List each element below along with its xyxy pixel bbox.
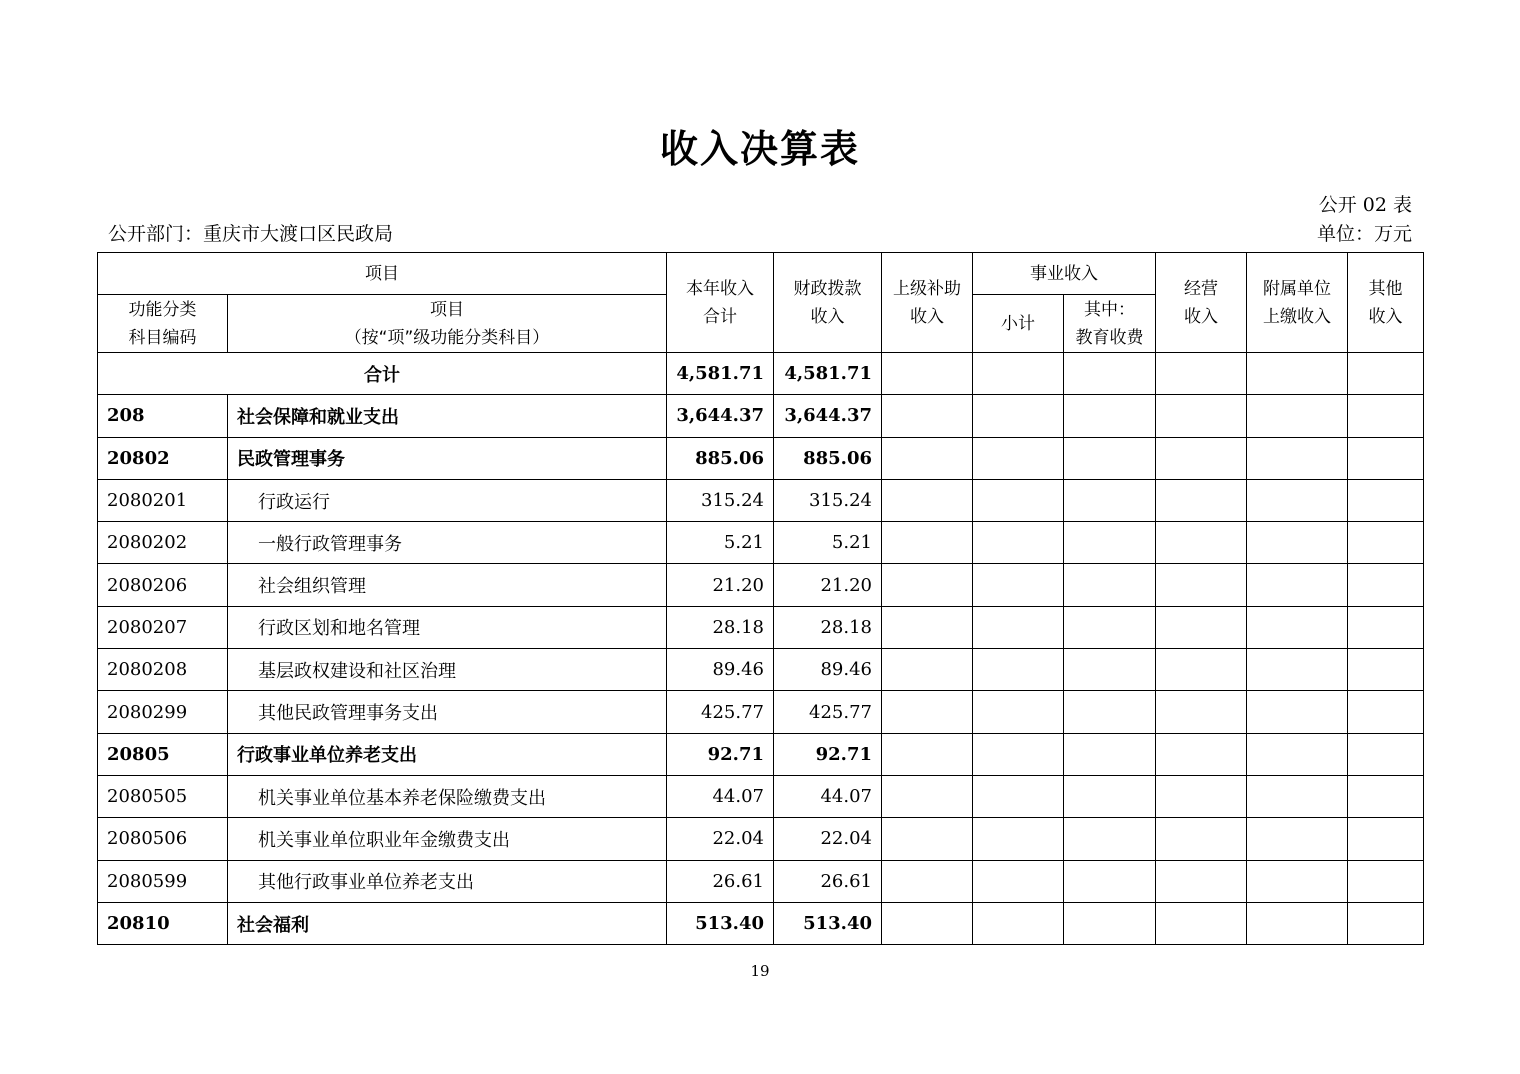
total-row [98, 353, 1424, 395]
empty-cell [973, 606, 1064, 648]
table-row [98, 691, 1424, 733]
header-superior: 上级补助 收入 [882, 253, 973, 353]
table-row [98, 395, 1424, 437]
header-subtotal: 小计 [973, 295, 1064, 353]
row-total-income: 28.18 [667, 606, 774, 648]
empty-cell [1247, 691, 1348, 733]
total-label: 合计 [98, 353, 667, 395]
empty-cell [882, 395, 973, 437]
empty-cell [1064, 437, 1156, 479]
row-total-income: 3,644.37 [667, 395, 774, 437]
empty-cell [1348, 775, 1424, 817]
total-fiscal-value: 4,581.71 [774, 353, 882, 395]
row-total-income: 513.40 [667, 902, 774, 944]
header-total-income: 本年收入 合计 [667, 253, 774, 353]
empty-cell [1064, 860, 1156, 902]
row-name: 社会组织管理 [228, 564, 667, 606]
empty-cell [973, 522, 1064, 564]
empty-cell [1247, 775, 1348, 817]
empty-cell [1247, 522, 1348, 564]
empty-cell [1156, 522, 1247, 564]
row-name: 民政管理事务 [228, 437, 667, 479]
empty-cell [1247, 564, 1348, 606]
empty-cell [1348, 479, 1424, 521]
row-fiscal: 26.61 [774, 860, 882, 902]
row-name: 社会保障和就业支出 [228, 395, 667, 437]
empty-cell [973, 479, 1064, 521]
row-name: 基层政权建设和社区治理 [228, 649, 667, 691]
empty-cell [882, 649, 973, 691]
empty-cell [882, 902, 973, 944]
header-affiliated: 附属单位 上缴收入 [1247, 253, 1348, 353]
empty-cell [882, 606, 973, 648]
empty-cell [1348, 522, 1424, 564]
empty-cell [1348, 649, 1424, 691]
table-row [98, 522, 1424, 564]
table-row [98, 902, 1424, 944]
empty-cell [882, 479, 973, 521]
empty-cell [882, 691, 973, 733]
empty-cell [973, 437, 1064, 479]
empty-cell [1247, 733, 1348, 775]
empty-cell [1247, 860, 1348, 902]
row-code: 2080506 [98, 818, 228, 860]
table-row [98, 775, 1424, 817]
row-code: 20810 [98, 902, 228, 944]
header-func-code: 功能分类 科目编码 [98, 295, 228, 353]
row-name: 机关事业单位职业年金缴费支出 [228, 818, 667, 860]
row-total-income: 425.77 [667, 691, 774, 733]
empty-cell [1064, 775, 1156, 817]
department-label: 公开部门：重庆市大渡口区民政局 [108, 223, 394, 245]
empty-cell [882, 564, 973, 606]
empty-cell [973, 860, 1064, 902]
row-fiscal: 885.06 [774, 437, 882, 479]
empty-cell [1064, 522, 1156, 564]
empty-cell [1247, 818, 1348, 860]
empty-cell [1156, 902, 1247, 944]
header-item: 项目 （按“项”级功能分类科目） [228, 295, 667, 353]
header-project: 项目 [98, 253, 667, 295]
row-fiscal: 513.40 [774, 902, 882, 944]
row-name: 其他民政管理事务支出 [228, 691, 667, 733]
header-other: 其他 收入 [1348, 253, 1424, 353]
empty-cell [1348, 860, 1424, 902]
table-row [98, 479, 1424, 521]
row-fiscal: 89.46 [774, 649, 882, 691]
row-fiscal: 315.24 [774, 479, 882, 521]
empty-cell [882, 437, 973, 479]
empty-cell [1156, 818, 1247, 860]
row-total-income: 89.46 [667, 649, 774, 691]
row-total-income: 22.04 [667, 818, 774, 860]
empty-cell [973, 395, 1064, 437]
empty-cell [1064, 564, 1156, 606]
header-business: 经营 收入 [1156, 253, 1247, 353]
empty-cell [1348, 564, 1424, 606]
empty-cell [1064, 649, 1156, 691]
empty-cell [1348, 691, 1424, 733]
empty-cell [973, 649, 1064, 691]
row-code: 2080206 [98, 564, 228, 606]
row-total-income: 21.20 [667, 564, 774, 606]
table-row [98, 437, 1424, 479]
empty-cell [1247, 479, 1348, 521]
row-name: 行政运行 [228, 479, 667, 521]
empty-cell [1348, 437, 1424, 479]
page-title: 收入决算表 [659, 127, 860, 171]
row-total-income: 92.71 [667, 733, 774, 775]
table-row [98, 649, 1424, 691]
page-number: 19 [750, 962, 770, 980]
row-fiscal: 28.18 [774, 606, 882, 648]
row-fiscal: 92.71 [774, 733, 882, 775]
empty-cell [1156, 649, 1247, 691]
row-name: 社会福利 [228, 902, 667, 944]
empty-cell [1156, 395, 1247, 437]
empty-cell [1064, 606, 1156, 648]
table-row [98, 860, 1424, 902]
row-code: 2080201 [98, 479, 228, 521]
row-code: 2080505 [98, 775, 228, 817]
row-total-income: 885.06 [667, 437, 774, 479]
empty-cell [1348, 902, 1424, 944]
row-fiscal: 3,644.37 [774, 395, 882, 437]
empty-cell [1156, 606, 1247, 648]
empty-cell [973, 564, 1064, 606]
header-edu-fee: 其中： 教育收费 [1064, 295, 1156, 353]
row-total-income: 44.07 [667, 775, 774, 817]
row-total-income: 26.61 [667, 860, 774, 902]
header-fiscal: 财政拨款 收入 [774, 253, 882, 353]
row-code: 2080599 [98, 860, 228, 902]
empty-cell [882, 522, 973, 564]
empty-cell [1156, 437, 1247, 479]
row-code: 2080208 [98, 649, 228, 691]
empty-cell [1348, 818, 1424, 860]
empty-cell [1156, 479, 1247, 521]
empty-cell [882, 818, 973, 860]
empty-cell [1247, 649, 1348, 691]
row-name: 一般行政管理事务 [228, 522, 667, 564]
empty-cell [1156, 691, 1247, 733]
row-total-income: 5.21 [667, 522, 774, 564]
row-fiscal: 22.04 [774, 818, 882, 860]
row-code: 20805 [98, 733, 228, 775]
total-income-value: 4,581.71 [667, 353, 774, 395]
empty-cell [1156, 564, 1247, 606]
empty-cell [973, 775, 1064, 817]
empty-cell [1348, 733, 1424, 775]
empty-cell [1064, 691, 1156, 733]
empty-cell [1247, 902, 1348, 944]
row-code: 2080202 [98, 522, 228, 564]
empty-cell [973, 818, 1064, 860]
empty-cell [1156, 860, 1247, 902]
row-fiscal: 44.07 [774, 775, 882, 817]
row-name: 行政事业单位养老支出 [228, 733, 667, 775]
income-table [97, 252, 1424, 945]
empty-cell [973, 902, 1064, 944]
row-name: 行政区划和地名管理 [228, 606, 667, 648]
empty-cell [882, 733, 973, 775]
empty-cell [882, 860, 973, 902]
row-fiscal: 21.20 [774, 564, 882, 606]
unit-label: 单位：万元 [1316, 223, 1412, 245]
row-name: 机关事业单位基本养老保险缴费支出 [228, 775, 667, 817]
empty-cell [882, 775, 973, 817]
form-number: 公开 02 表 [1318, 194, 1412, 216]
row-code: 208 [98, 395, 228, 437]
empty-cell [1247, 606, 1348, 648]
row-code: 2080299 [98, 691, 228, 733]
row-fiscal: 5.21 [774, 522, 882, 564]
empty-cell [1247, 395, 1348, 437]
header-career: 事业收入 [973, 253, 1156, 295]
row-name: 其他行政事业单位养老支出 [228, 860, 667, 902]
empty-cell [1064, 479, 1156, 521]
row-fiscal: 425.77 [774, 691, 882, 733]
empty-cell [1064, 902, 1156, 944]
row-code: 2080207 [98, 606, 228, 648]
empty-cell [1348, 606, 1424, 648]
empty-cell [973, 691, 1064, 733]
empty-cell [1064, 733, 1156, 775]
table-row [98, 564, 1424, 606]
table-row [98, 818, 1424, 860]
empty-cell [973, 733, 1064, 775]
table-row [98, 733, 1424, 775]
empty-cell [1156, 775, 1247, 817]
empty-cell [1064, 395, 1156, 437]
row-code: 20802 [98, 437, 228, 479]
row-total-income: 315.24 [667, 479, 774, 521]
empty-cell [1064, 818, 1156, 860]
empty-cell [1247, 437, 1348, 479]
empty-cell [1156, 733, 1247, 775]
empty-cell [1348, 395, 1424, 437]
table-row [98, 606, 1424, 648]
